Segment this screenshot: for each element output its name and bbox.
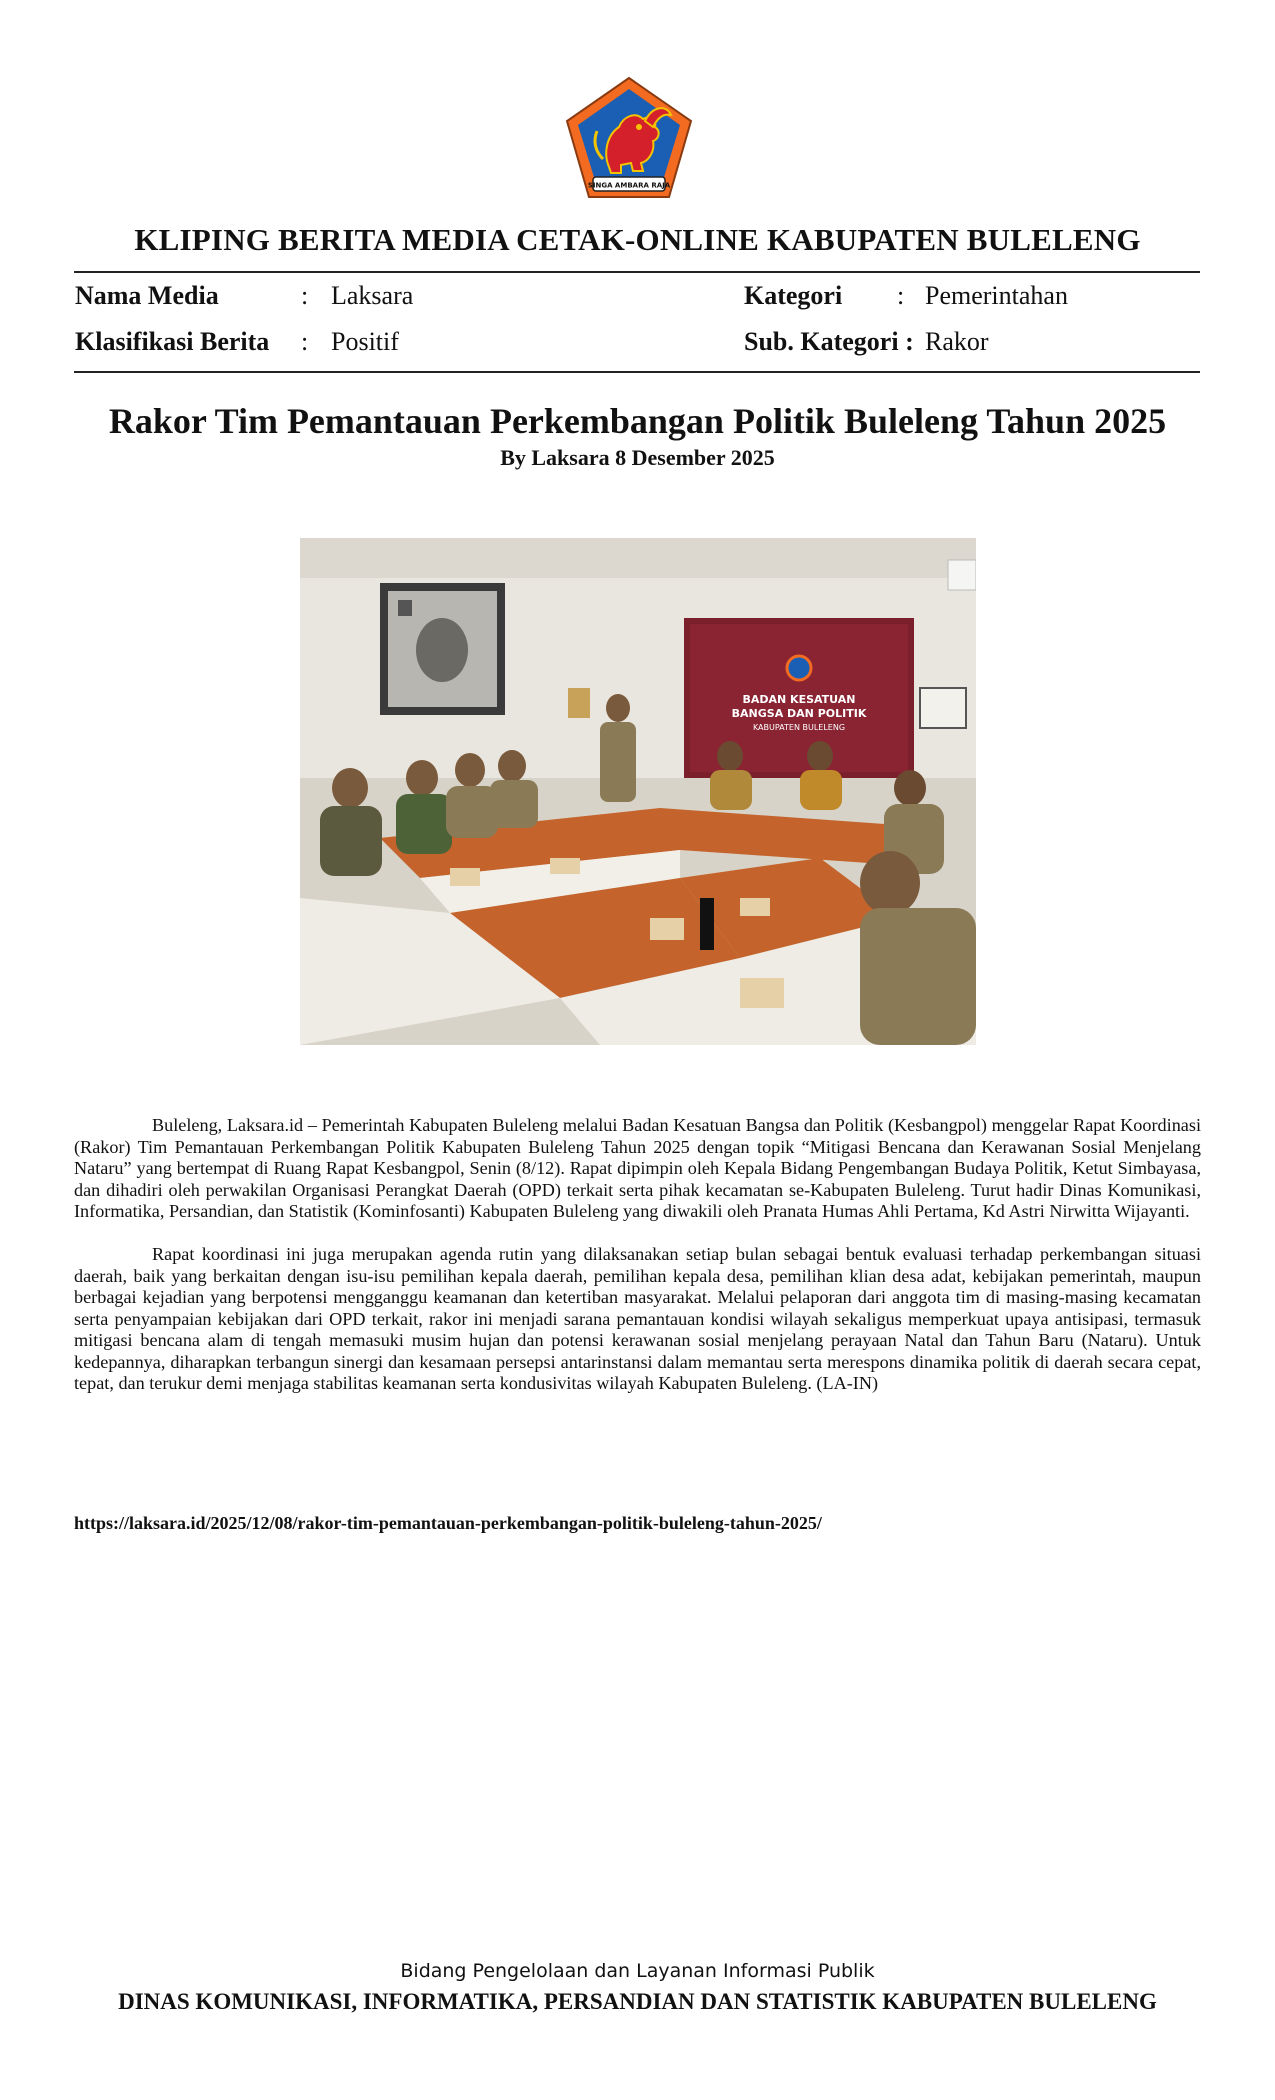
header-divider-bottom [74, 371, 1200, 373]
media-value: Laksara [331, 281, 414, 310]
subkategori-value: Rakor [925, 327, 989, 356]
klasifikasi-label: Klasifikasi Berita [75, 327, 270, 356]
klasifikasi-colon: : [301, 327, 309, 356]
article-paragraph-1: Buleleng, Laksara.id – Pemerintah Kabupaten Buleleng melalui Badan Kesatuan Bangsa dan Politik (Kesbangpol) menggelar Rapat Koordinasi (Rakor) Tim Pemantauan Perkembangan Politik Kabupaten Buleleng Tahun 2025 dengan topik “Mitigasi Bencana dan Kerawanan Sosial Menjelang Nataru” yang bertempat di Ruang Rapat Kesbangpol, Senin (8/12). Rapat dipimpin oleh Kepala Bidang Pengembangan Budaya Politik, Ketut Simbayasa, dan dihadiri oleh perwakilan Organisasi Perangkat Daerah (OPD) terkait serta pihak kecamatan se-Kabupaten Buleleng. Turut hadir Dinas Komunikasi, Informatika, Persandian, dan Statistik (Kominfosanti) Kabupaten Buleleng yang diwakili oleh Pranata Humas Ahli Pertama, Kd Astri Nirwitta Wijayanti. [74, 1115, 1201, 1221]
sign-line-1: BADAN KESATUAN [742, 693, 856, 706]
subkategori-label: Sub. Kategori : [744, 327, 914, 356]
article-body [74, 1115, 1201, 1416]
kategori-value: Pemerintahan [925, 281, 1068, 310]
article-byline: By Laksara 8 Desember 2025 [500, 445, 775, 470]
buleleng-logo [563, 75, 695, 200]
sign-line-3: KABUPATEN BULELENG [752, 723, 846, 732]
sign-line-2: BANGSA DAN POLITIK [731, 707, 867, 720]
article-title: Rakor Tim Pemantauan Perkembangan Politik Buleleng Tahun 2025 [108, 401, 1167, 441]
source-url: https://laksara.id/2025/12/08/rakor-tim-pemantauan-perkembangan-politik-buleleng-tahun-2025/ [74, 1513, 822, 1533]
article-paragraph-2: Rapat koordinasi ini juga merupakan agenda rutin yang dilaksanakan setiap bulan sebagai bentuk evaluasi terhadap perkembangan situasi daerah, baik yang berkaitan dengan isu-isu pemilihan kepala daerah, pemilihan kepala desa, pemilihan klian desa adat, kebijakan pemerintah, maupun berbagai kejadian yang berpotensi mengganggu keamanan dan ketertiban masyarakat. Melalui pelaporan dari anggota tim di masing-masing kecamatan serta penyampaian kebijakan dari OPD terkait, rakor ini menjadi sarana pemantauan kondisi wilayah sekaligus memperkuat upaya antisipasi, termasuk mitigasi bencana alam di tengah memasuki musim hujan dan potensi kerawanan sosial menjelang perayaan Natal dan Tahun Baru (Nataru). Untuk kedepannya, diharapkan terbangun sinergi dan kesamaan persepsi antarinstansi dalam memantau serta merespons dinamika politik di daerah secara cepat, tepat, dan terukur demi menjaga stabilitas keamanan serta kondusivitas wilayah Kabupaten Buleleng. (LA-IN) [74, 1244, 1201, 1393]
media-colon: : [301, 281, 309, 310]
logo-motto: SINGA AMBARA RAJA [587, 181, 671, 190]
header-divider-top [74, 271, 1200, 273]
article-photo [300, 538, 976, 1045]
document-header-title: KLIPING BERITA MEDIA CETAK-ONLINE KABUPATEN BULELENG [134, 222, 1141, 257]
footer-division: Bidang Pengelolaan dan Layanan Informasi Publik [400, 1960, 875, 1982]
kategori-label: Kategori [744, 281, 843, 310]
klasifikasi-value: Positif [331, 327, 399, 356]
media-label: Nama Media [75, 281, 219, 310]
footer-agency: DINAS KOMUNIKASI, INFORMATIKA, PERSANDIAN DAN STATISTIK KABUPATEN BULELENG [118, 1989, 1157, 2014]
kategori-colon: : [897, 281, 905, 310]
